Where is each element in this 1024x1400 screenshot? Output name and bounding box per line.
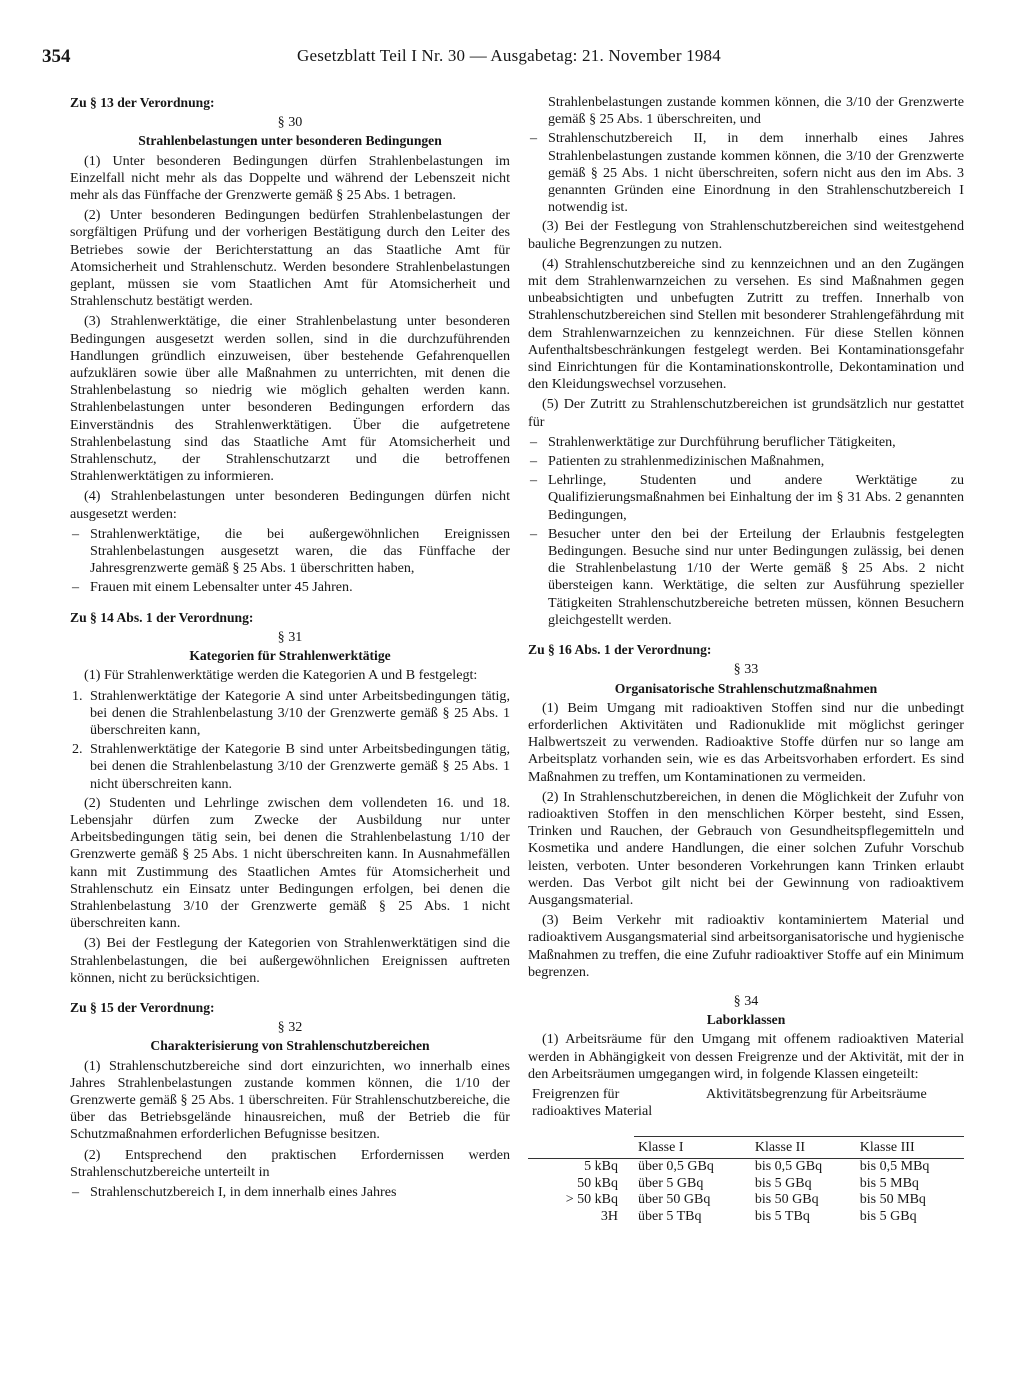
list-item-text: Strahlenwerktätige der Kategorie B sind unter Arbeitsbedingungen tätig, bei denen die Strahlenbelastung 3/10 der Grenzwerte gemäß § 25 Abs. 1 nicht überschreiten kann. [90, 741, 510, 792]
subsection: (3) Strahlenwerktätige, die einer Strahlenbelastung unter besonderen Bedingungen ausgesetzt werden sollen, sind in die durchzuführenden Handlungen gründlich einzuweisen, über bestehende Gefahrenquellen aufzuklären sowie über alle Maßnahmen zu unterrichten, mit denen die Strahlenbelastung so niedrig wie möglich gehalten werden kann. Strahlenbelastungen unter besonderen Bedingungen erfordern das Einverständnis des Strahlenwerktätigen. Über die aufgetretene Strahlenbelastung sind das Staatliche Amt für Atomsicherheit und Strahlenschutz, der Strahlenschutzarzt und die betroffenen Strahlenwerktätigen zu informieren. [70, 313, 510, 485]
table-header-block [528, 1086, 964, 1136]
column-header: Klasse III [856, 1136, 964, 1158]
table-cell: über 0,5 GBq [638, 1159, 714, 1175]
dash-marker: – [72, 579, 80, 596]
paragraph-number: § 32 [277, 1019, 303, 1036]
subsection: (3) Bei der Festlegung der Kategorien von Strahlenwerktätigen sind die Strahlenbelastungen, die bei außergewöhnlichen Ereignissen auftreten können, nicht zu berücksichtigen. [70, 935, 510, 986]
list-item-text: Strahlenschutzbereich II, in dem innerhalb eines Jahres Strahlenbelastungen zustande kommen können, die 3/10 der Grenzwerte gemäß § 25 Abs. 1 nicht überschreiten, sofern nicht aus den im Abs. 3 genannten Gründen eine Einordnung in den Strahlenschutzbereich I notwendig ist. [548, 130, 964, 216]
dash-marker: – [530, 525, 538, 542]
list-item [528, 526, 964, 629]
table-cell: bis 50 GBq [754, 1192, 819, 1208]
list-item-text: Patienten zu strahlenmedizinischen Maßnahmen, [548, 453, 825, 470]
list-item [70, 1184, 510, 1201]
list-item-continuation [528, 94, 964, 128]
table-head-right: Aktivitätsbegrenzung für Arbeitsräume [706, 1085, 927, 1102]
paragraph-number: § 31 [277, 628, 303, 645]
subsection: (3) Bei der Festlegung von Strahlenschutzbereichen sind weitestgehend bauliche Begrenzungen zu nutzen. [528, 218, 964, 252]
table-cell: bis 5 MBq [859, 1175, 919, 1191]
table-cell: 5 kBq [584, 1159, 618, 1175]
table-cell: 3H [600, 1208, 618, 1224]
table-cell: bis 0,5 GBq [754, 1159, 823, 1175]
table-cell: bis 50 MBq [859, 1192, 926, 1208]
subsection: (3) Beim Verkehr mit radioaktiv kontaminiertem Material und radioaktivem Ausgangsmaterial sind arbeitsorganisatorische und hygienische Maßnahmen zu treffen, die eine Zufuhr radioaktiver Stoffe auf ein Minimum begrenzen. [528, 912, 964, 980]
list-item [528, 453, 964, 470]
subsection: (5) Der Zutritt zu Strahlenschutzbereichen ist grundsätzlich nur gestattet für [528, 396, 964, 430]
table-row [528, 1159, 964, 1176]
dash-marker: – [530, 472, 538, 489]
dash-marker: – [530, 130, 538, 147]
subsection: (2) Entsprechend den praktischen Erfordernissen werden Strahlenschutzbereiche unterteilt in [70, 1146, 510, 1180]
subsection: (2) In Strahlenschutzbereichen, in denen die Möglichkeit der Zufuhr von radioaktiven Stoffen in den menschlichen Körper besteht, sind Essen, Trinken und Rauchen, der Gebrauch von Gesundheitspflegemitteln und Kosmetika und andere Handlungen, die einer solchen Zufuhr Vorschub leisten, verboten. Unter besonderen Vorkehrungen kann Trinken erlaubt werden. Das Verbot gilt nicht bei der Gewinnung von radioaktivem Ausgangsmaterial. [528, 788, 964, 908]
dash-marker: – [530, 453, 538, 470]
column-header: Klasse II [751, 1136, 856, 1158]
subsection: (1) Arbeitsräume für den Umgang mit offenem radioaktiven Material werden in Abhängigkeit von dessen Freigrenze und der Aktivität, mit der in den Arbeitsräumen umgegangen wird, in folgende Klassen eingeteilt: [528, 1031, 964, 1082]
left-column [70, 94, 510, 1203]
page-number: 354 [42, 46, 71, 67]
list-item [70, 526, 510, 578]
gazette-title: Gesetzblatt Teil I Nr. 30 — Ausgabetag: 21. November 1984 [297, 46, 721, 65]
section-32-continued [528, 94, 964, 629]
subsection: (1) Beim Umgang mit radioaktiven Stoffen sind nur die unbedingt erforderlichen Aktivitäten und Radionuklide mit möglichst geringer Halbwertszeit zu verwenden. Radioaktive Stoffe dürfen nur so lange am Arbeitsplatz vorhanden sein, wie es das Arbeitsvorhaben erfordert. Es sind Maßnahmen zu treffen, um Kontaminationen zu vermeiden. [528, 699, 964, 785]
table-head-left: Freigrenzen für radioaktives Material [532, 1085, 653, 1120]
paragraph-title: Laborklassen [706, 1012, 786, 1028]
subsection: (1) Strahlenschutzbereiche sind dort einzurichten, wo innerhalb eines Jahres Strahlenbelastungen zustande kommen können, die 1/10 der Grenzwerte gemäß § 25 Abs. 1 überschreiten. Für Strahlenschutzbereiche, die über das Betriebsgelände hinausreichen, muß der Betrieb die für Schutzmaßnahmen erforderlichen Befugnisse besitzen. [70, 1057, 510, 1143]
list-item-text: Besucher unter den bei der Erteilung der Erlaubnis festgelegten Bedingungen. Besuche sind nur unter Bedingungen zulässig, bei denen die Strahlenbelastung 1/10 der Werte gemäß § 25 Abs. 2 nicht übersteigen kann. Werktätige, die selten zur Ausführung spezieller Tätigkeiten Strahlenschutzbereiche betreten müssen, können Besuchern gleichgestellt werden. [548, 525, 964, 628]
paragraph-number: § 30 [277, 114, 303, 131]
dash-marker: – [530, 433, 538, 450]
regulation-reference: Zu § 16 Abs. 1 der Verordnung: [528, 642, 712, 658]
table-cell: > 50 kBq [565, 1192, 618, 1208]
table-row [528, 1209, 964, 1226]
subsection: (4) Strahlenbelastungen unter besonderen Bedingungen dürfen nicht ausgesetzt werden: [70, 488, 510, 522]
number-marker: 1. [72, 687, 83, 704]
paragraph-number: § 33 [733, 661, 759, 678]
list-item-text: Strahlenwerktätige zur Durchführung beruflicher Tätigkeiten, [548, 433, 896, 450]
paragraph-title: Strahlenbelastungen unter besonderen Bedingungen [138, 133, 442, 149]
table-cell: über 5 GBq [638, 1175, 704, 1191]
regulation-reference: Zu § 14 Abs. 1 der Verordnung: [70, 609, 254, 625]
subsection: (2) Studenten und Lehrlinge zwischen dem vollendeten 16. und 18. Lebensjahr dürfen zum Zwecke der Ausbildung nur unter Arbeitsbedingungen tätig sein, bei denen die Strahlenbelastung 1/10 der Grenzwerte gemäß § 25 Abs. 1 nicht überschreiten kann. In Ausnahmefällen kann mit Zustimmung des Staatlichen Amtes für Atomsicherheit und Strahlenschutz ein Einsatz unter Bedingungen erfolgen, bei denen die Strahlenbelastung 3/10 der Grenzwerte gemäß § 25 Abs. 1 nicht überschreiten kann. [70, 794, 510, 932]
list-item-text: Lehrlinge, Studenten und andere Werktätige zu Qualifizierungsmaßnahmen bei Einhaltung der im § 31 Abs. 2 genannten Bedingungen, [548, 472, 964, 523]
dash-marker: – [72, 1183, 80, 1200]
paragraph-title: Kategorien für Strahlenwerktätige [189, 648, 391, 664]
laboratory-classes-table [528, 1136, 964, 1225]
paragraph-number: § 34 [733, 992, 759, 1009]
list-item [70, 579, 510, 596]
page-header [42, 46, 986, 72]
section-33 [528, 641, 964, 981]
section-30 [70, 94, 510, 597]
table-cell: über 50 GBq [638, 1192, 711, 1208]
right-column [528, 94, 964, 1227]
column-header: Klasse I [634, 1136, 751, 1158]
list-item [528, 434, 964, 451]
list-item-text: Strahlenschutzbereich I, in dem innerhalb eines Jahres [90, 1183, 397, 1200]
table-cell: bis 0,5 MBq [859, 1159, 930, 1175]
table-cell: bis 5 TBq [754, 1208, 810, 1224]
table-cell: über 5 TBq [638, 1208, 702, 1224]
section-34 [528, 993, 964, 1225]
paragraph-title: Charakterisierung von Strahlenschutzbereichen [150, 1038, 430, 1054]
paragraph-title: Organisatorische Strahlenschutzmaßnahmen [614, 680, 878, 696]
list-item [528, 472, 964, 524]
number-marker: 2. [72, 741, 83, 758]
subsection: (2) Unter besonderen Bedingungen bedürfen Strahlenbelastungen der sorgfältigen Prüfung und der vorherigen Bestätigung durch den Leiter des Betriebes sowie der Berichterstattung an das Staatliche Amt für Atomsicherheit und Strahlenschutz. Werden besondere Strahlenbelastungen geplant, müssen sie vom Staatlichen Amt für Atomsicherheit und Strahlenschutz bestätigt werden. [70, 207, 510, 310]
list-item [70, 741, 510, 793]
regulation-reference: Zu § 13 der Verordnung: [70, 95, 215, 110]
table-row [528, 1192, 964, 1209]
subsection: (4) Strahlenschutzbereiche sind zu kennzeichnen und an den Zugängen mit dem Strahlenwarnzeichen zu versehen. Es sind Maßnahmen gegen unbeabsichtigten und unbefugten Zutritt zu treffen. Innerhalb von Strahlenschutzbereichen sind Stellen mit besonderer Strahlengefährdung mit dem Strahlenwarnzeichen zu kennzeichnen. Für diese Stellen können Aufenthaltsbeschränkungen festgelegt werden. Bei Kontaminationsgefahr sind Einrichtungen für die Kontaminationskontrolle, Dekontamination und den Kleidungswechsel vorzusehen. [528, 255, 964, 393]
list-item-text: Strahlenwerktätige, die bei außergewöhnlichen Ereignissen Strahlenbelastungen ausgesetzt waren, die das Fünffache der Jahresgrenzwerte gemäß § 25 Abs. 1 überschritten haben, [90, 525, 510, 577]
list-item [70, 688, 510, 740]
subsection: (1) Unter besonderen Bedingungen dürfen Strahlenbelastungen im Einzelfall nicht mehr als das Doppelte und während der Lebenszeit nicht mehr als das Fünffache der Grenzwerte gemäß § 25 Abs. 1 betragen. [70, 152, 510, 204]
list-item [528, 130, 964, 216]
empty-header-cell [528, 1136, 634, 1158]
list-item-text: Frauen mit einem Lebensalter unter 45 Jahren. [90, 579, 353, 596]
regulation-reference: Zu § 15 der Verordnung: [70, 999, 215, 1015]
list-item-text: Strahlenwerktätige der Kategorie A sind unter Arbeitsbedingungen tätig, bei denen die Strahlenbelastung 3/10 der Grenzwerte gemäß § 25 Abs. 1 überschreiten kann, [90, 687, 510, 738]
subsection: (1) Für Strahlenwerktätige werden die Kategorien A und B festgelegt: [84, 667, 478, 684]
dash-marker: – [72, 525, 80, 542]
table-row [528, 1176, 964, 1193]
table-cell: bis 5 GBq [754, 1175, 812, 1191]
table-header-row [528, 1136, 964, 1158]
section-32 [70, 999, 510, 1201]
section-31 [70, 609, 510, 987]
list-item-text: Strahlenbelastungen zustande kommen können, die 3/10 der Grenzwerte gemäß § 25 Abs. 1 überschreiten, und [548, 94, 964, 128]
table-cell: 50 kBq [577, 1175, 618, 1191]
table-cell: bis 5 GBq [859, 1208, 917, 1224]
